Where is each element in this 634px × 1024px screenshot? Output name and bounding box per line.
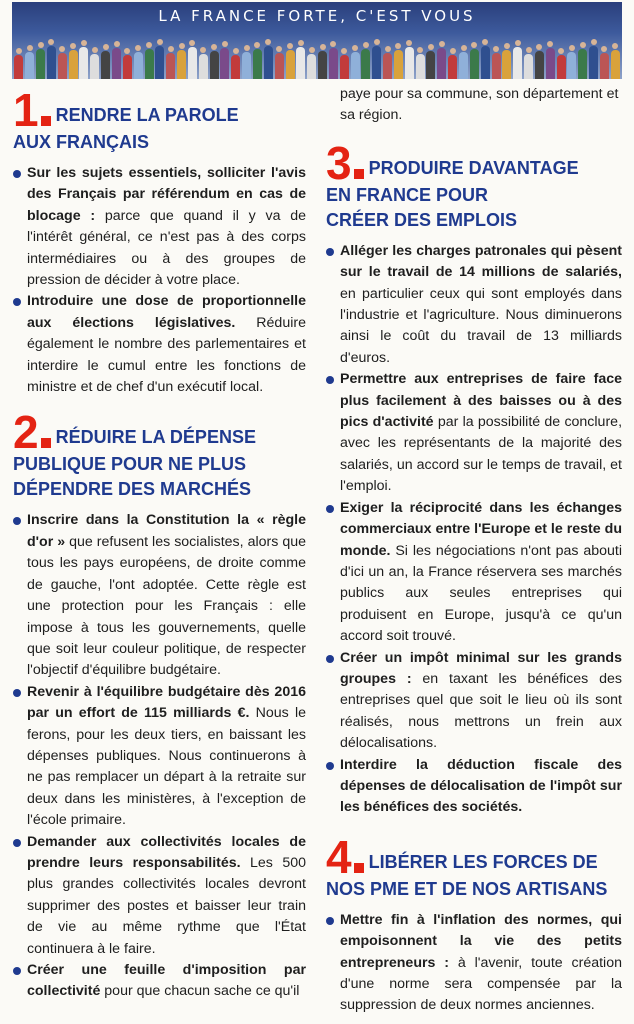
- crowd-person: [480, 39, 490, 79]
- crowd-person: [307, 47, 317, 79]
- crowd-person: [263, 39, 273, 79]
- bullet-list: [326, 241, 622, 819]
- heading-line: PRODUIRE DAVANTAGE: [368, 157, 579, 178]
- bullet-item: [13, 291, 306, 398]
- section-number: 4: [326, 830, 352, 883]
- bullet-bold: Demander aux collectivités locales de prendre leurs responsabilités.: [27, 833, 306, 871]
- bullet-item: [326, 369, 622, 497]
- crowd-person: [274, 46, 284, 79]
- crowd-person: [513, 40, 523, 79]
- right-column: [326, 84, 622, 1017]
- bullet-text: pour que chacun sache ce qu'il: [100, 983, 300, 1000]
- bullet-list: [13, 163, 306, 398]
- section-number: 1: [13, 84, 39, 136]
- section-number: 3: [326, 136, 352, 189]
- red-square-icon: [354, 863, 364, 873]
- bullet-text: que refusent les socialistes, alors que tous les pays européens, de droite comme de gauche, l'ont adoptée. Cette règle est une protection pour les Français : elle impose à tous les gouvernements, quelle que soit leur couleur politique, de respecter l'objectif d'équilibre budgétaire.: [27, 533, 307, 679]
- section-number: 2: [13, 406, 39, 459]
- left-column: [13, 84, 307, 1003]
- crowd-person: [198, 47, 208, 79]
- crowd-person: [459, 45, 469, 79]
- bullet-text: par la possibilité de conclure, avec les représentants de la majorité des salariés, un accord sur le temps de travail, et l'emploi.: [340, 414, 623, 495]
- heading-line: PUBLIQUE POUR NE PLUS: [13, 454, 247, 475]
- bullet-item: [326, 910, 622, 1017]
- crowd-photo: [12, 33, 622, 79]
- crowd-person: [394, 43, 404, 79]
- section-2-title: [13, 406, 306, 502]
- section-2: [13, 406, 307, 1002]
- crowd-person: [166, 46, 176, 79]
- crowd-person: [350, 45, 360, 79]
- bullet-bold: Exiger la réciprocité dans les échanges commerciaux entre l'Europe et le reste du monde.: [340, 499, 622, 559]
- crowd-person: [600, 46, 610, 79]
- heading-line: DÉPENDRE DES MARCHÉS: [13, 479, 252, 500]
- crowd-person: [578, 42, 588, 79]
- crowd-person: [177, 43, 187, 79]
- crowd-person: [502, 43, 512, 79]
- crowd-person: [296, 40, 306, 79]
- section-1: [13, 84, 306, 398]
- crowd-person: [68, 43, 78, 79]
- crowd-person: [491, 46, 501, 79]
- bullet-bold: Introduire une dose de proportionnelle aux élections législatives.: [27, 293, 306, 331]
- bullet-text: à l'avenir, toute création d'une norme sera compensée par la suppression de deux normes anciennes.: [340, 954, 622, 1014]
- bullet-bold: Mettre fin à l'inflation des normes, qui empoisonnent la vie des petits entrepreneurs :: [340, 911, 622, 971]
- bullet-bold: Interdire la déduction fiscale des dépenses de délocalisation de l'impôt sur les bénéfices des sociétés.: [340, 756, 622, 816]
- crowd-person: [155, 39, 165, 79]
- bullet-item: [13, 682, 306, 832]
- bullet-bold: Alléger les charges patronales qui pèsent sur le travail de 14 millions de salariés,: [340, 242, 622, 281]
- continued-text: paye pour sa commune, son département et sa région.: [340, 86, 619, 124]
- crowd-person: [383, 46, 393, 79]
- crowd-person: [122, 48, 132, 79]
- crowd-person: [242, 45, 252, 79]
- crowd-person: [253, 42, 263, 79]
- bullet-text: en particulier ceux qui sont employés dans l'industrie et l'agriculture. Nous diminuerons ainsi le coût du travail de 13 milliards d'euros.: [340, 285, 622, 366]
- red-square-icon: [41, 116, 51, 126]
- crowd-person: [14, 48, 24, 79]
- bullet-bold: Créer une feuille d'imposition par collectivité: [27, 962, 306, 1000]
- crowd-person: [448, 48, 458, 79]
- bullet-item: [13, 163, 306, 291]
- crowd-person: [101, 44, 111, 79]
- banner-title: LA FRANCE FORTE, C'EST VOUS: [158, 7, 476, 25]
- bullet-item: [326, 498, 622, 648]
- crowd-person: [36, 42, 46, 79]
- bullet-text: parce que quand il y va de l'intérêt général, ce n'est pas à des corps intermédiaires ou à des groupes de pression de décider à votre place.: [27, 207, 306, 289]
- red-square-icon: [354, 169, 364, 179]
- bullet-item: [326, 648, 622, 755]
- bullet-list: [326, 910, 622, 1017]
- heading-line: CRÉER DES EMPLOIS: [326, 209, 518, 230]
- section-4: [326, 830, 622, 1017]
- section-4-title: [326, 830, 622, 902]
- crowd-person: [567, 45, 577, 79]
- crowd-person: [209, 44, 219, 79]
- heading-line: RENDRE LA PAROLE: [55, 105, 239, 125]
- bullet-item: [326, 241, 622, 369]
- bullet-item: [13, 510, 306, 681]
- bullet-item: [13, 960, 306, 1003]
- crowd-person: [339, 48, 349, 79]
- crowd-person: [545, 41, 555, 79]
- bullet-bold: Sur les sujets essentiels, solliciter l'avis des Français par référendum en cas de blocage :: [27, 165, 306, 224]
- crowd-person: [25, 45, 35, 79]
- crowd-person: [589, 39, 599, 79]
- crowd-person: [415, 47, 425, 79]
- crowd-person: [437, 41, 447, 79]
- heading-line: NOS PME ET DE NOS ARTISANS: [326, 878, 608, 899]
- crowd-person: [144, 42, 154, 79]
- crowd-person: [469, 42, 479, 79]
- bullet-bold: Revenir à l'équilibre budgétaire dès 2016 par un effort de 115 milliards €.: [27, 683, 306, 722]
- bullet-text: Nous le ferons, pour les deux tiers, en baissant les dépenses publiques. Nous continuerons à ne pas remplacer un départ à la retraite sur deux dans les ministères, à l'exception de l'école primaire.: [27, 705, 306, 829]
- crowd-person: [556, 48, 566, 79]
- crowd-person: [535, 44, 545, 79]
- crowd-person: [361, 42, 371, 79]
- bullet-text: Les 500 plus grandes collectivités locales devront supprimer des postes et baisser leur train de vie au même rythme que l'État continuera à le faire.: [27, 854, 306, 957]
- bullet-list: [13, 510, 306, 1002]
- crowd-person: [426, 44, 436, 79]
- bullet-bold: Créer un impôt minimal sur les grands groupes :: [340, 649, 622, 687]
- bullet-text: en taxant les bénéfices des entreprises quel que soit le lieu où ils sont réalisés, nous mettrons un frein aux délocalisations.: [340, 670, 622, 752]
- section-1-title: [13, 84, 306, 155]
- crowd-person: [112, 41, 122, 79]
- crowd-person: [318, 44, 328, 79]
- heading-line: LIBÉRER LES FORCES DE: [368, 851, 598, 872]
- crowd-person: [524, 47, 534, 79]
- heading-line: EN FRANCE POUR: [326, 184, 489, 205]
- crowd-person: [285, 43, 295, 79]
- bullet-text: Réduire également le nombre des parlementaires et interdire le cumul entre les fonctions de ministre et de chef d'un exécutif local.: [27, 314, 306, 396]
- heading-line: RÉDUIRE LA DÉPENSE: [55, 427, 256, 448]
- bullet-text: Si les négociations n'ont pas abouti d'ici un an, la France réservera ses marchés publics aux seules entreprises qui produisent en Europe, jusqu'à ce qu'un accord soit trouvé.: [340, 542, 622, 645]
- crowd-person: [188, 40, 198, 79]
- crowd-person: [133, 45, 143, 79]
- crowd-person: [220, 41, 230, 79]
- bullet-item: [13, 832, 306, 960]
- crowd-person: [372, 39, 382, 79]
- heading-line: AUX FRANÇAIS: [13, 132, 150, 152]
- crowd-person: [90, 47, 100, 79]
- crowd-person: [328, 41, 338, 79]
- bullet-item: [326, 755, 622, 819]
- red-square-icon: [41, 438, 51, 448]
- bullet-bold: Permettre aux entreprises de faire face plus facilement à des baisses ou à des pics d'activité: [340, 371, 622, 431]
- crowd-person: [231, 48, 241, 79]
- crowd-person: [404, 40, 414, 79]
- section-3-title: [326, 136, 622, 233]
- crowd-person: [79, 40, 89, 79]
- banner: [12, 2, 622, 79]
- crowd-person: [57, 46, 67, 79]
- bullet-bold: Inscrire dans la Constitution la « règle d'or »: [27, 512, 306, 550]
- crowd-person: [47, 39, 57, 79]
- crowd-person: [610, 43, 620, 79]
- section-3: [326, 136, 623, 819]
